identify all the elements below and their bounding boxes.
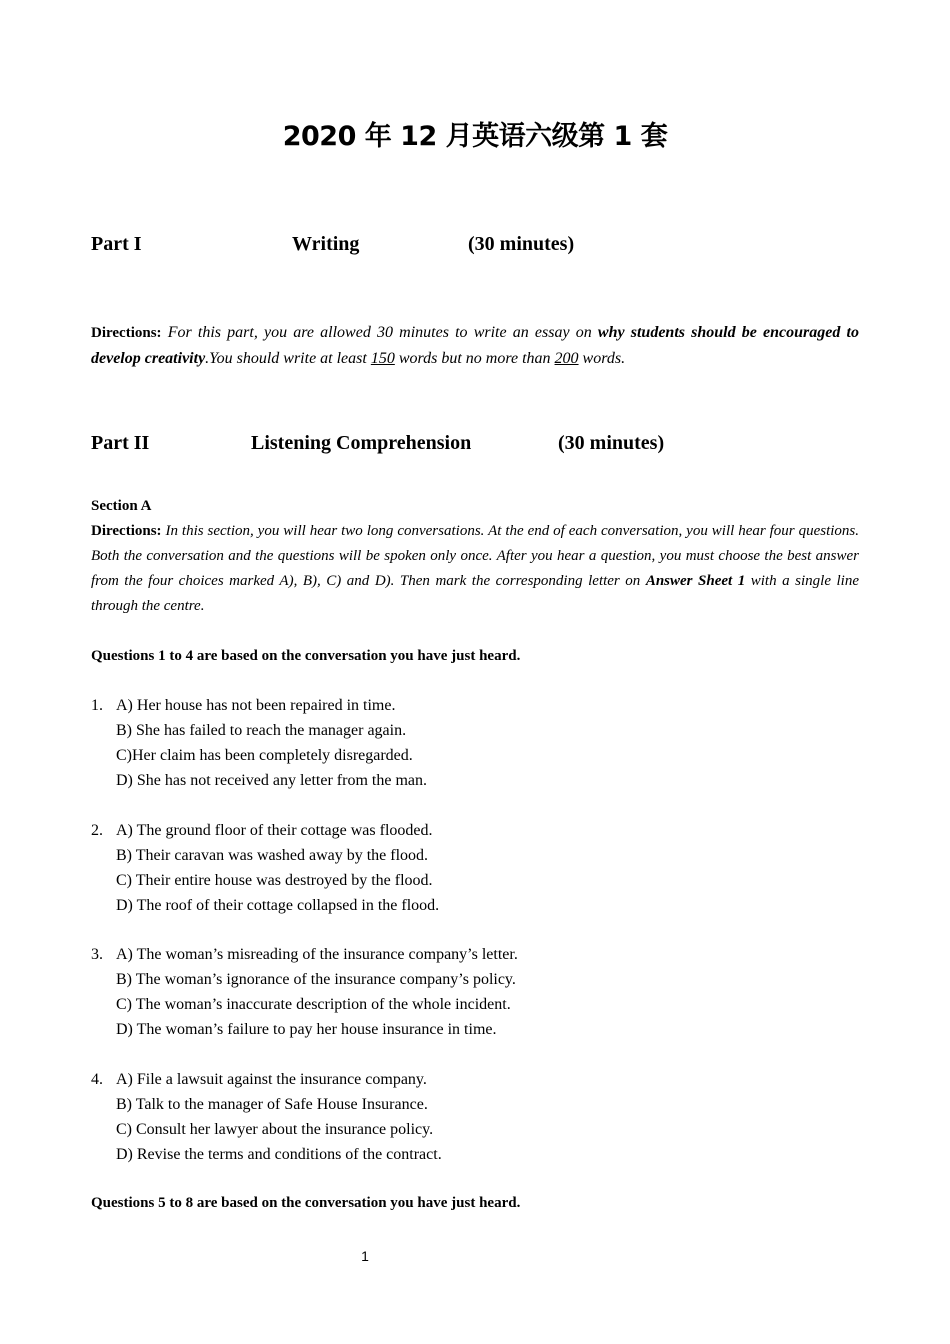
- part2-time: (30 minutes): [558, 432, 665, 454]
- option-a: A) The ground floor of their cottage was flooded.: [116, 822, 433, 839]
- directions-label: Directions:: [91, 523, 162, 539]
- question-number: 4.: [91, 1071, 103, 1088]
- directions-text: .You should write at least: [205, 350, 371, 367]
- option-d: D) The woman’s failure to pay her house insurance in time.: [116, 1021, 497, 1038]
- question-number: 1.: [91, 697, 103, 714]
- directions-text: For this part, you are allowed 30 minutes to write an essay on: [161, 324, 598, 341]
- option-d: D) She has not received any letter from the man.: [116, 772, 427, 789]
- option-c: C) Their entire house was destroyed by the flood.: [116, 872, 433, 889]
- question-group-heading: Questions 5 to 8 are based on the conversation you have just heard.: [91, 1195, 521, 1211]
- directions-text: words.: [578, 350, 626, 367]
- option-b: B) Their caravan was washed away by the flood.: [116, 847, 429, 864]
- part1-directions: [91, 320, 859, 371]
- part1-name: Writing: [292, 233, 360, 255]
- question-number: 2.: [91, 822, 103, 839]
- question-number: 3.: [91, 946, 103, 963]
- option-b: B) She has failed to reach the manager again.: [116, 722, 407, 739]
- option-d: D) Revise the terms and conditions of the contract.: [116, 1146, 442, 1163]
- part1-time: (30 minutes): [468, 233, 575, 255]
- answer-sheet-ref: Answer Sheet 1: [645, 573, 746, 589]
- option-c: C)Her claim has been completely disregarded.: [116, 747, 413, 764]
- option-b: B) Talk to the manager of Safe House Insurance.: [116, 1096, 428, 1113]
- option-a: A) Her house has not been repaired in time.: [116, 697, 396, 714]
- part2-heading: [91, 432, 871, 458]
- option-d: D) The roof of their cottage collapsed in the flood.: [116, 897, 440, 914]
- page-number: 1: [361, 1248, 369, 1264]
- page-title: 2020 年 12 月英语六级第 1 套: [282, 121, 668, 152]
- option-c: C) The woman’s inaccurate description of the whole incident.: [116, 996, 511, 1013]
- part2-label: Part II: [91, 432, 150, 454]
- directions-text: In this section, you will hear two long conversations. At the end of each conversation, you will hear four questions. Both the conversation and the questions will be spoken only once. After you hear a question, you must choose the best answer from the four choices marked A), B), C) and D). Then mark the corresponding letter on: [91, 523, 859, 589]
- directions-text: with a single line through the centre.: [91, 573, 859, 614]
- min-words: 150: [370, 350, 395, 367]
- question-group-heading: Questions 1 to 4 are based on the conversation you have just heard.: [91, 648, 521, 664]
- max-words: 200: [554, 350, 579, 367]
- directions-label: Directions:: [91, 325, 162, 341]
- directions-text: words but no more than: [394, 350, 555, 367]
- essay-topic: why students should be encouraged to develop creativity: [91, 324, 859, 367]
- option-b: B) The woman’s ignorance of the insurance company’s policy.: [116, 971, 516, 988]
- section-a-heading: Section A: [91, 498, 152, 514]
- section-a-directions: [91, 519, 859, 619]
- part1-label: Part I: [91, 233, 142, 255]
- option-a: A) File a lawsuit against the insurance company.: [116, 1071, 427, 1088]
- option-a: A) The woman’s misreading of the insurance company’s letter.: [116, 946, 518, 963]
- part2-name: Listening Comprehension: [251, 432, 472, 454]
- part1-heading: [91, 233, 871, 259]
- option-c: C) Consult her lawyer about the insurance policy.: [116, 1121, 434, 1138]
